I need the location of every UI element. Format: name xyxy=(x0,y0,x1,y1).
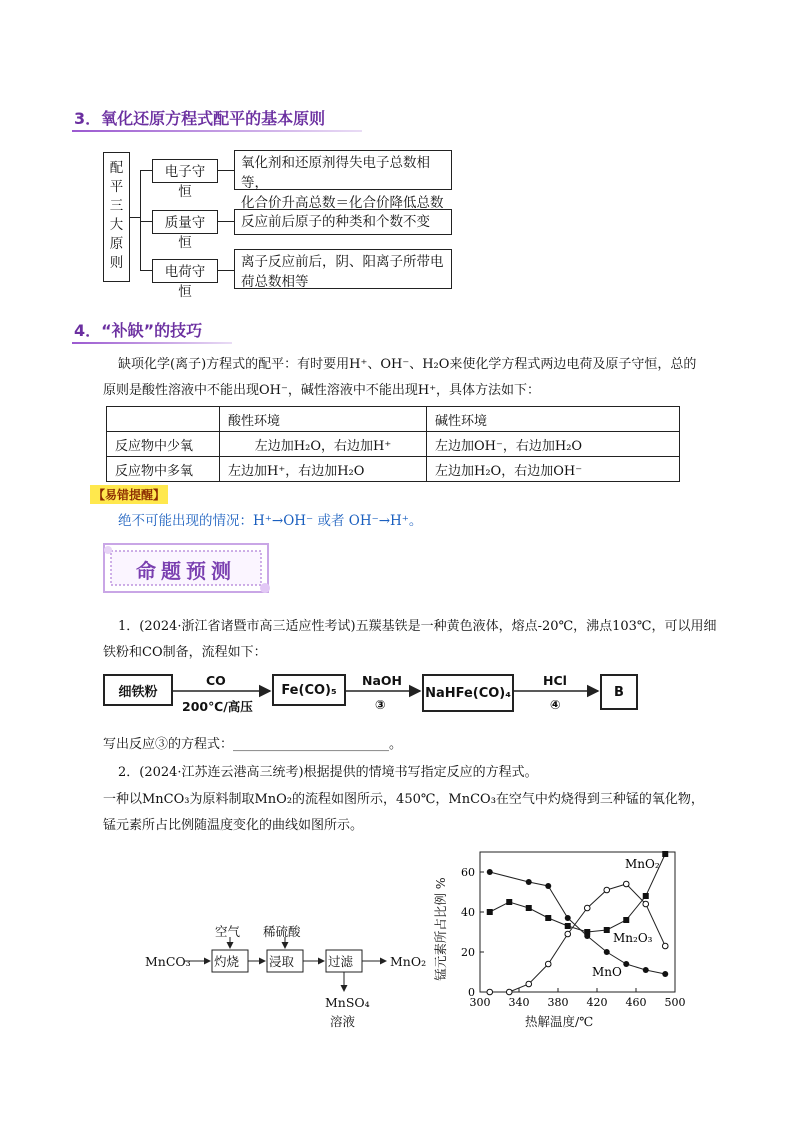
x-tick-label: 380 xyxy=(547,996,569,1009)
data-point xyxy=(643,967,649,973)
principles-label-char: 大 xyxy=(109,217,124,233)
data-point xyxy=(584,933,590,939)
data-point xyxy=(565,915,571,921)
data-point xyxy=(487,909,493,915)
section4-title: 4．“补缺”的技巧 xyxy=(74,321,203,340)
x-tick-label: 420 xyxy=(586,996,608,1009)
principle-name: 电子守恒 xyxy=(152,159,218,183)
principle-desc-line: 荷总数相等 xyxy=(241,274,309,290)
flow-arrow-bottom-label: ③ xyxy=(375,697,386,712)
data-point xyxy=(487,989,493,995)
tip-text: 绝不可能出现的情况：H⁺→OH⁻ 或者 OH⁻→H⁺。 xyxy=(118,513,423,529)
section3-title: 3．氧化还原方程式配平的基本原则 xyxy=(74,109,326,128)
data-point xyxy=(604,927,610,933)
table-cell: 左边加OH⁻，右边加H₂O xyxy=(427,432,680,457)
flow-arrow-top-label: CO xyxy=(206,673,226,688)
x-tick-label: 500 xyxy=(664,996,686,1009)
data-point xyxy=(604,887,610,893)
data-point xyxy=(643,893,649,899)
data-point xyxy=(545,961,551,967)
data-point xyxy=(623,917,629,923)
y-tick-label: 40 xyxy=(461,906,475,919)
tip-label: 【易错提醒】 xyxy=(90,485,168,504)
y-tick-label: 0 xyxy=(468,986,475,999)
principle-desc-line: 反应前后原子的种类和个数不变 xyxy=(241,214,430,230)
data-point xyxy=(526,981,532,987)
process-step: 灼烧 xyxy=(214,954,240,969)
flow-arrow-bottom-label: ④ xyxy=(550,697,561,712)
para4-line2: 原则是酸性溶液中不能出现OH⁻，碱性溶液中不能出现H⁺，具体方法如下： xyxy=(103,383,541,398)
process-step: 过滤 xyxy=(328,954,354,969)
principle-desc-line: 化合价升高总数＝化合价降低总数 xyxy=(241,195,444,211)
data-point xyxy=(623,881,629,887)
data-point xyxy=(623,961,629,967)
series-label: MnO xyxy=(592,965,622,979)
data-point xyxy=(545,883,551,889)
table-cell: 左边加H₂O，右边加OH⁻ xyxy=(427,457,680,482)
data-point xyxy=(604,949,610,955)
flow-arrow-top-label: NaOH xyxy=(362,673,402,688)
data-point xyxy=(506,899,512,905)
data-point xyxy=(662,851,668,857)
principles-label-char: 原 xyxy=(109,236,124,252)
x-tick-label: 340 xyxy=(508,996,530,1009)
table-cell: 左边加H₂O，右边加H⁺ xyxy=(220,432,427,457)
data-point xyxy=(643,901,649,907)
series-label: Mn₂O₃ xyxy=(613,931,653,945)
series-label: MnO₂ xyxy=(625,857,660,871)
data-point xyxy=(545,915,551,921)
flow-arrow-bottom-label: 200℃/高压 xyxy=(182,699,253,714)
q2-line3: 锰元素所占比例随温度变化的曲线如图所示。 xyxy=(103,818,364,833)
data-point xyxy=(565,923,571,929)
chart-ylabel: 锰元素所占比例 % xyxy=(433,877,448,981)
data-point xyxy=(662,943,668,949)
y-tick-label: 20 xyxy=(461,946,475,959)
data-point xyxy=(526,879,532,885)
process-byproduct: 溶液 xyxy=(330,1014,356,1029)
principles-label-char: 平 xyxy=(109,179,124,195)
principle-desc-line: 离子反应前后，阴、阳离子所带电 xyxy=(241,254,444,270)
table-cell: 酸性环境 xyxy=(220,407,427,432)
banner-text: 命题预测 xyxy=(136,559,236,583)
principles-label-char: 三 xyxy=(109,198,124,214)
chart-xlabel: 热解温度/℃ xyxy=(525,1014,594,1029)
principle-name: 电荷守恒 xyxy=(152,259,218,283)
table-cell: 碱性环境 xyxy=(427,407,680,432)
principle-desc-line: 氧化剂和还原剂得失电子总数相等， xyxy=(241,155,430,191)
flow-box-nahfe: NaHFe(CO)₄ xyxy=(422,674,514,712)
mn-ratio-chart xyxy=(420,840,690,1040)
principle-name: 质量守恒 xyxy=(152,210,218,234)
data-point xyxy=(565,931,571,937)
series-line xyxy=(490,872,666,974)
process-input: 稀硫酸 xyxy=(263,924,301,939)
x-tick-label: 460 xyxy=(625,996,647,1009)
process-input: 空气 xyxy=(215,924,241,939)
principles-label-char: 配 xyxy=(109,160,124,176)
table-cell: 左边加H⁺，右边加H₂O xyxy=(220,457,427,482)
principles-label-char: 则 xyxy=(109,255,124,271)
table-cell: 反应物中多氧 xyxy=(107,457,220,482)
q2-line1: 2．(2024·江苏连云港高三统考)根据提供的情境书写指定反应的方程式。 xyxy=(118,765,538,780)
flow-arrow-top-label: HCl xyxy=(543,673,567,688)
flow-box-b: B xyxy=(600,674,638,710)
para4-line1: 缺项化学(离子)方程式的配平：有时要用H⁺、OH⁻、H₂O来使化学方程式两边电荷及原子守恒，总的 xyxy=(118,357,697,372)
q2-line2: 一种以MnCO₃为原料制取MnO₂的流程如图所示，450℃，MnCO₃在空气中灼烧得到三种锰的氧化物， xyxy=(103,792,704,807)
data-point xyxy=(662,971,668,977)
q1-answer: 写出反应③的方程式：________________________。 xyxy=(103,737,403,752)
data-point xyxy=(506,989,512,995)
data-point xyxy=(584,905,590,911)
table-cell: 反应物中少氧 xyxy=(107,432,220,457)
process-start: MnCO₃ xyxy=(145,954,191,969)
q1-line1: 1．(2024·浙江省诸暨市高三适应性考试)五羰基铁是一种黄色液体，熔点-20℃，沸点103℃，可以用细 xyxy=(118,619,717,634)
process-step: 浸取 xyxy=(269,954,295,969)
process-byproduct: MnSO₄ xyxy=(325,995,370,1010)
process-end: MnO₂ xyxy=(390,954,427,969)
flow-box-iron: 细铁粉 xyxy=(103,674,173,706)
q1-line2: 铁粉和CO制备，流程如下： xyxy=(103,645,267,660)
x-tick-label: 300 xyxy=(469,996,491,1009)
data-point xyxy=(487,869,493,875)
flow-box-fe-co5: Fe(CO)₅ xyxy=(272,674,346,706)
data-point xyxy=(526,905,532,911)
y-tick-label: 60 xyxy=(461,866,475,879)
